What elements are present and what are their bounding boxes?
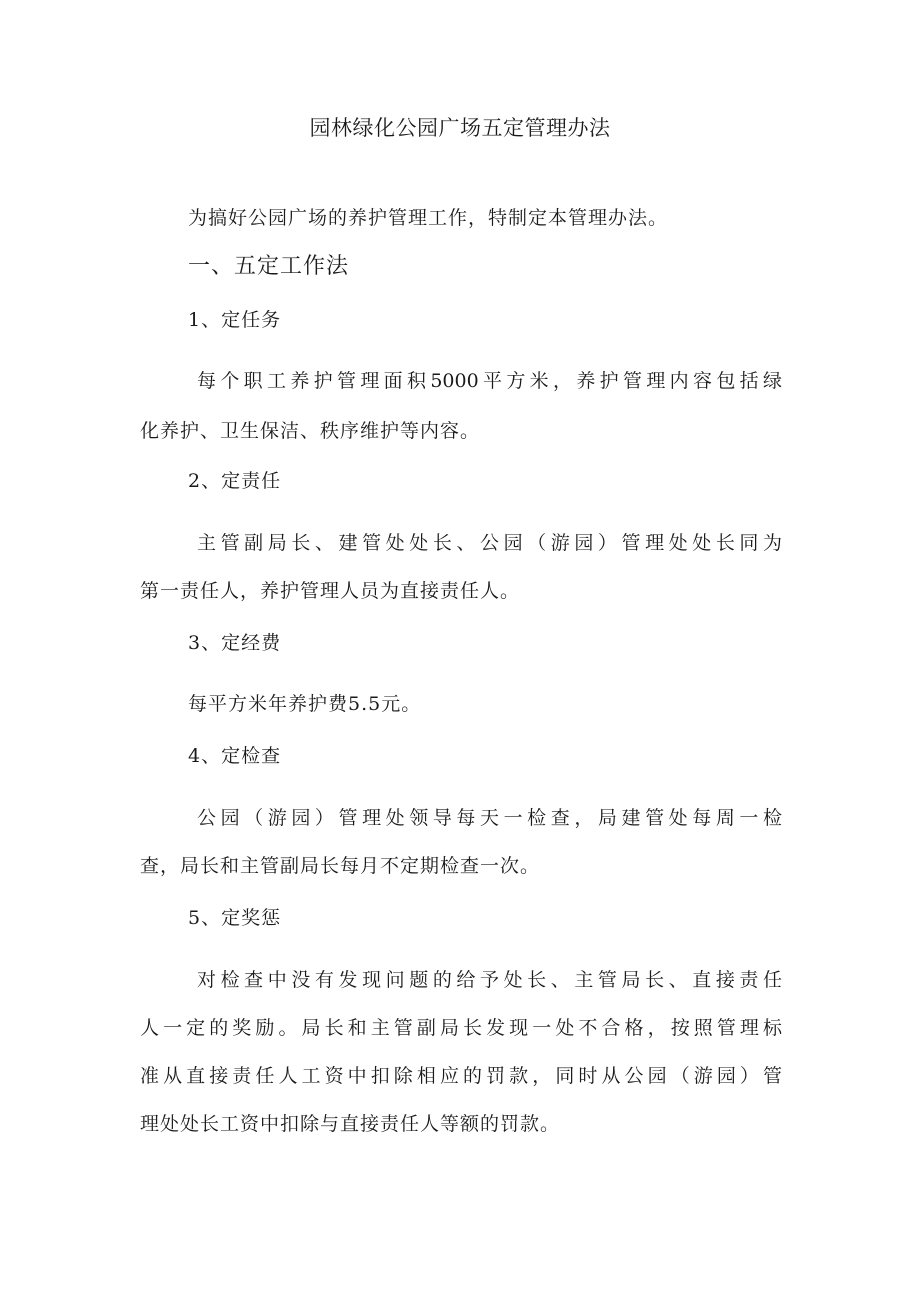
section-heading: 一、五定工作法 <box>188 254 350 279</box>
item-text-line: 对检查中没有发现问题的给予处长、主管局长、直接责任 <box>197 969 782 991</box>
item-text-line: 理处处长工资中扣除与直接责任人等额的罚款。 <box>140 1113 561 1135</box>
item-text-line: 主管副局长、建管处处长、公园（游园）管理处处长同为 <box>197 532 782 554</box>
document-title: 园林绿化公园广场五定管理办法 <box>309 116 611 140</box>
item-label-inspection: 4、定检查 <box>188 745 282 767</box>
intro-paragraph: 为搞好公园广场的养护管理工作，特制定本管理办法。 <box>188 207 669 229</box>
item-text-line: 查，局长和主管副局长每月不定期检查一次。 <box>140 855 541 877</box>
item-text-line: 准从直接责任人工资中扣除相应的罚款，同时从公园（游园）管 <box>140 1065 782 1087</box>
item-text-line: 化养护、卫生保洁、秩序维护等内容。 <box>140 420 481 442</box>
item-text-line: 公园（游园）管理处领导每天一检查，局建管处每周一检 <box>197 807 782 829</box>
item-text-line: 每平方米年养护费5.5元。 <box>188 693 422 715</box>
item-label-rewards: 5、定奖惩 <box>188 907 282 929</box>
item-label-responsibility: 2、定责任 <box>188 470 282 492</box>
item-label-task: 1、定任务 <box>188 309 282 331</box>
item-text-line: 每个职工养护管理面积5000平方米，养护管理内容包括绿 <box>197 370 782 392</box>
item-text-line: 第一责任人，养护管理人员为直接责任人。 <box>140 580 521 602</box>
item-text-line: 人一定的奖励。局长和主管副局长发现一处不合格，按照管理标 <box>140 1017 782 1039</box>
item-label-funding: 3、定经费 <box>188 632 282 654</box>
